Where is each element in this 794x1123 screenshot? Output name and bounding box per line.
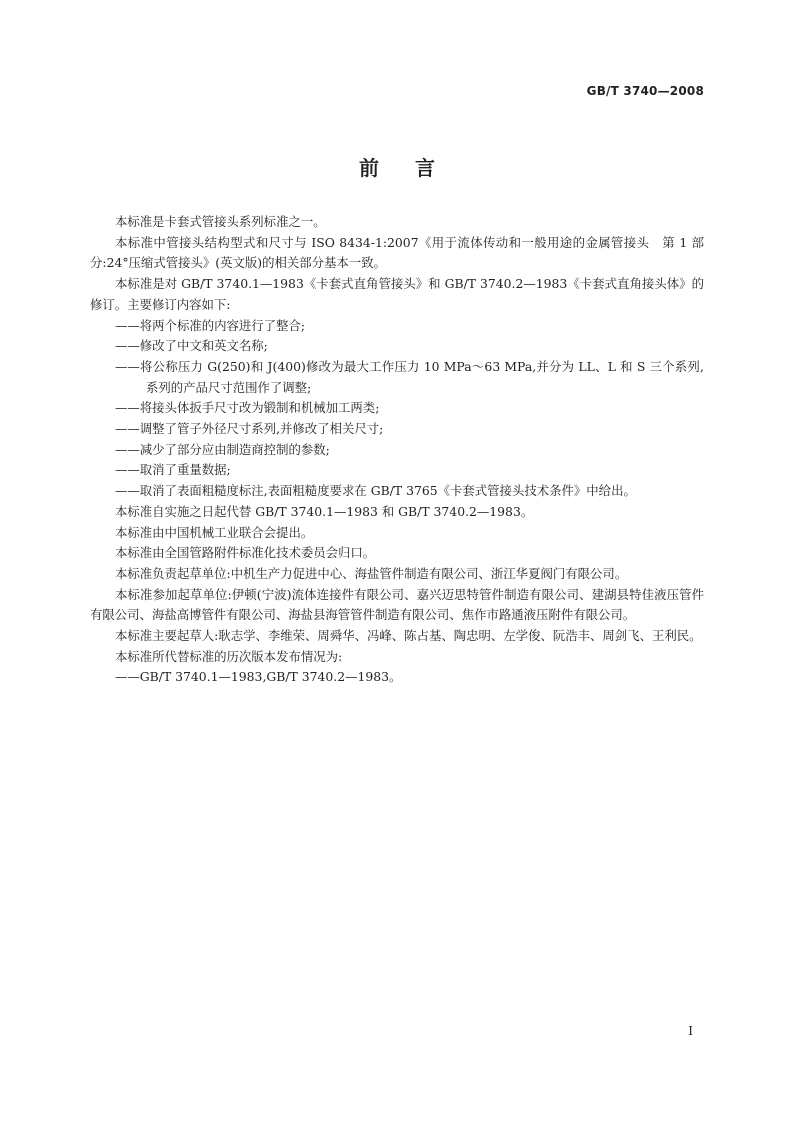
page-number: I <box>688 1024 693 1038</box>
paragraph-series: 本标准是卡套式管接头系列标准之一。 <box>115 214 326 229</box>
paragraph-iso-equivalence: 本标准中管接头结构型式和尺寸与 ISO 8434-1:2007《用于流体传动和一般用途的金属管接头 第 1 部分:24°压缩式管接头》(英文版)的相关部分基本一致。 <box>90 234 704 271</box>
paragraph-lead-drafters: 本标准负责起草单位:中机生产力促进中心、海盐管件制造有限公司、浙江华夏阀门有限公司。 <box>115 565 628 581</box>
revision-item: ——将接头体扳手尺寸改为锻制和机械加工两类; <box>115 400 380 416</box>
revision-item: ——减少了部分应由制造商控制的参数; <box>115 441 330 457</box>
paragraph-revision-intro: 本标准是对 GB/T 3740.1—1983《卡套式直角管接头》和 GB/T 3740.2—1983《卡套式直角接头体》的修订。主要修订内容如下: <box>90 276 704 312</box>
paragraph-participating-drafters: 本标准参加起草单位:伊顿(宁波)流体连接件有限公司、嘉兴迈思特管件制造有限公司、建湖县特佳液压管件有限公司、海盐高博管件有限公司、海盐县海管管件制造有限公司、焦作市路通液压附件有限公司。 <box>90 586 704 623</box>
page-title: 前言 <box>359 156 471 180</box>
revision-item: ——将公称压力 G(250)和 J(400)修改为最大工作压力 10 MPa～63 MPa,并分为 LL、L 和 S 三个系列,系列的产品尺寸范围作了调整; <box>115 358 704 395</box>
revision-item: ——取消了重量数据; <box>115 462 231 478</box>
revision-item: ——调整了管子外径尺寸系列,并修改了相关尺寸; <box>115 421 384 437</box>
paragraph-committee: 本标准由全国管路附件标准化技术委员会归口。 <box>115 545 376 561</box>
revision-item: ——将两个标准的内容进行了整合; <box>115 317 306 333</box>
revision-item: ——修改了中文和英文名称; <box>115 338 268 354</box>
paragraph-replacement: 本标准自实施之日起代替 GB/T 3740.1—1983 和 GB/T 3740.2—1983。 <box>115 503 534 519</box>
paragraph-main-drafters: 本标准主要起草人:耿志学、李维荣、周舜华、冯峰、陈占基、陶忠明、左学俊、阮浩丰、周剑飞、王利民。 <box>115 628 702 644</box>
revision-item: ——取消了表面粗糙度标注,表面粗糙度要求在 GB/T 3765《卡套式管接头技术条件》中给出。 <box>115 483 636 499</box>
history-item: ——GB/T 3740.1—1983,GB/T 3740.2—1983。 <box>115 669 402 685</box>
document-body <box>90 212 704 688</box>
revision-list <box>90 316 704 502</box>
paragraph-proposer: 本标准由中国机械工业联合会提出。 <box>115 524 314 540</box>
paragraph-history-intro: 本标准所代替标准的历次版本发布情况为: <box>115 648 343 664</box>
standard-code-header: GB/T 3740—2008 <box>586 84 704 98</box>
